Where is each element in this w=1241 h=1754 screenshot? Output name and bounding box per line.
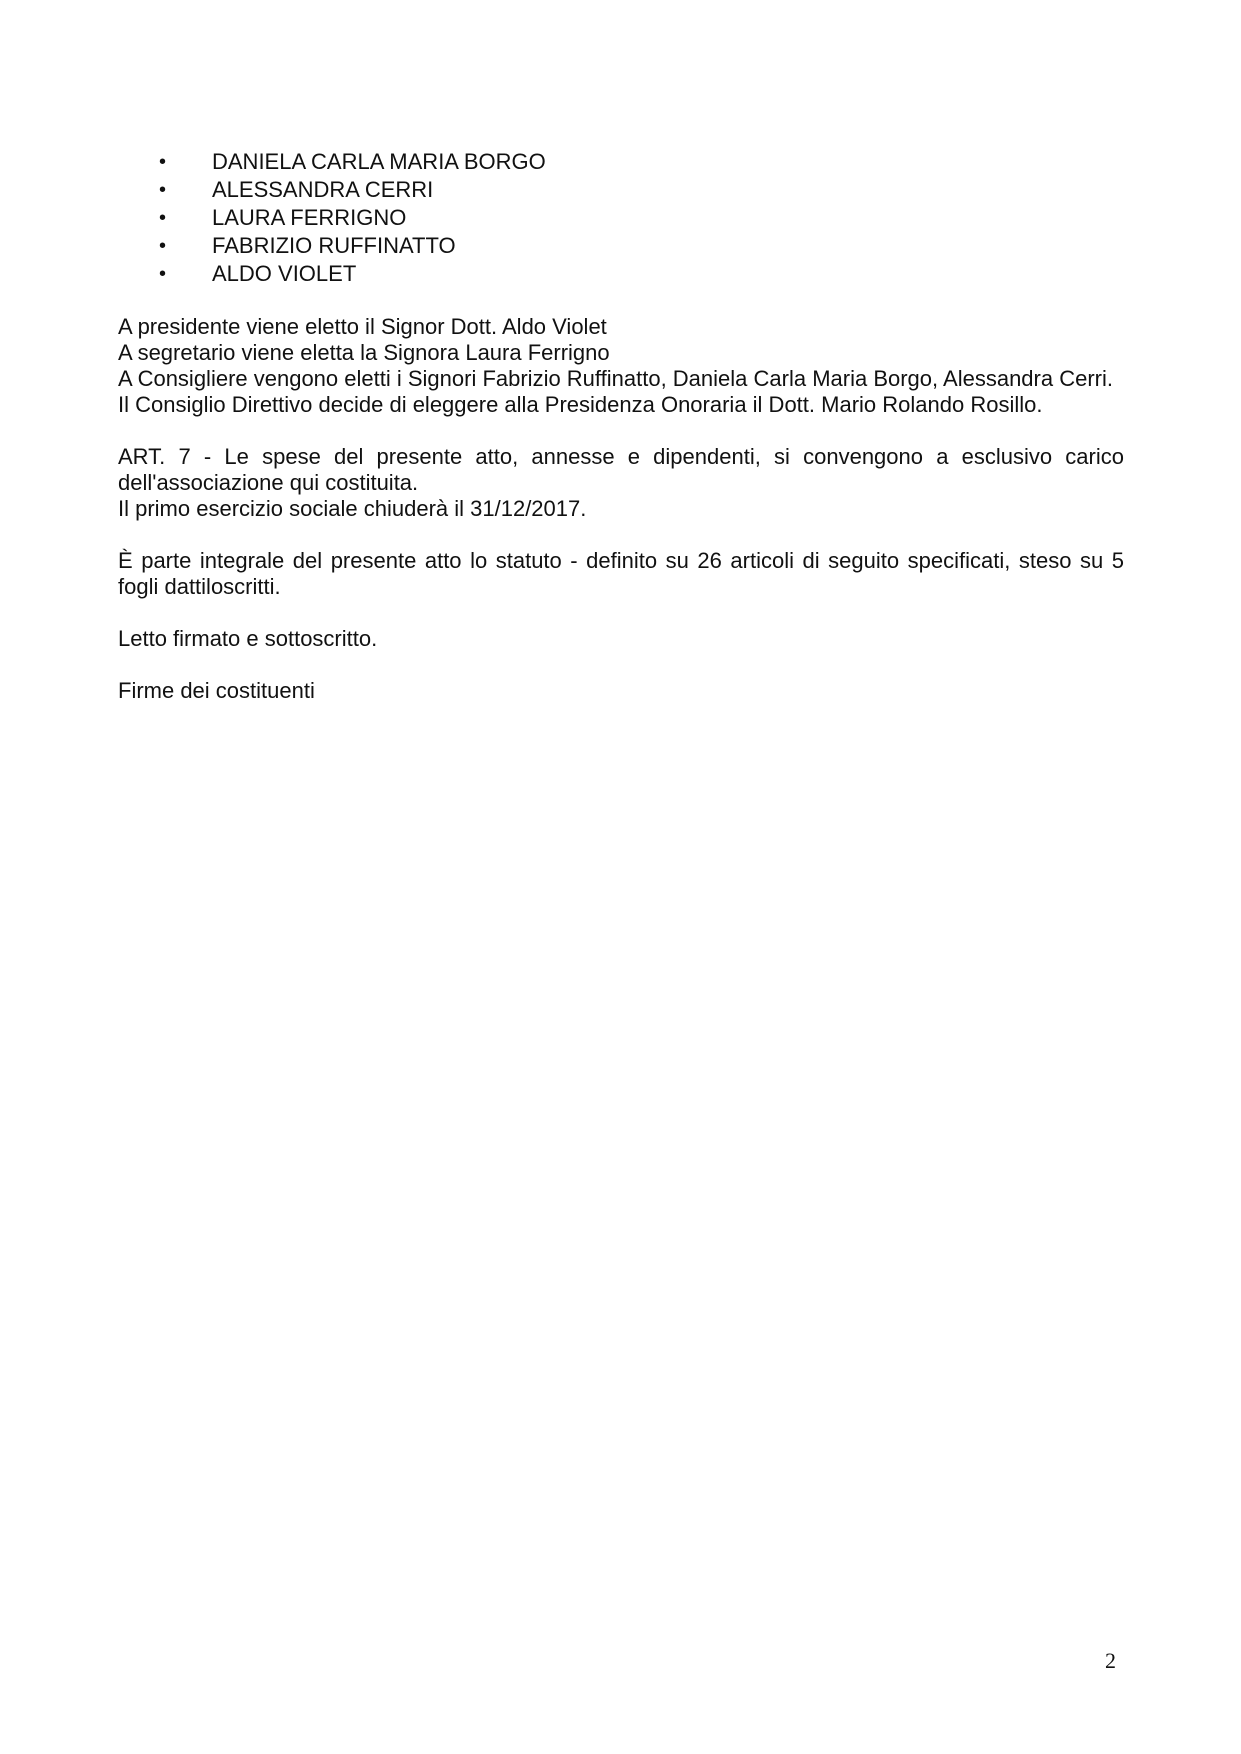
- signatures-paragraph: [118, 678, 1124, 704]
- bullet-icon: •: [159, 235, 167, 257]
- councillors-line: A Consigliere vengono eletti i Signori Fabrizio Ruffinatto, Daniela Carla Maria Borgo, Alessandra Cerri.: [118, 366, 1113, 391]
- president-line: A presidente viene eletto il Signor Dott. Aldo Violet: [118, 314, 607, 339]
- secretary-line: A segretario viene eletta la Signora Laura Ferrigno: [118, 340, 610, 365]
- honorary-president-line: Il Consiglio Direttivo decide di eleggere alla Presidenza Onoraria il Dott. Mario Rolando Rosillo.: [118, 392, 1043, 417]
- statute-paragraph: [118, 548, 1124, 600]
- first-fiscal-year-line: Il primo esercizio sociale chiuderà il 31/12/2017.: [118, 496, 587, 521]
- member-name: ALESSANDRA CERRI: [212, 177, 434, 202]
- list-item: [118, 204, 1124, 232]
- signed-paragraph: [118, 626, 1124, 652]
- member-name: ALDO VIOLET: [212, 261, 357, 286]
- bullet-icon: •: [159, 263, 167, 285]
- members-list: [118, 148, 1124, 288]
- member-name: LAURA FERRIGNO: [212, 205, 407, 230]
- article-7-text: ART. 7 - Le spese del presente atto, annesse e dipendenti, si convengono a esclusivo carico dell'associazione qui costituita.: [118, 444, 1124, 495]
- list-item: [118, 148, 1124, 176]
- bullet-icon: •: [159, 151, 167, 173]
- statute-text: È parte integrale del presente atto lo statuto - definito su 26 articoli di seguito specificati, steso su 5 fogli dattiloscritti.: [118, 548, 1124, 599]
- signatures-label: Firme dei costituenti: [118, 678, 315, 703]
- bullet-icon: •: [159, 207, 167, 229]
- bullet-icon: •: [159, 179, 167, 201]
- signed-text: Letto firmato e sottoscritto.: [118, 626, 378, 651]
- member-name: FABRIZIO RUFFINATTO: [212, 233, 456, 258]
- list-item: [118, 232, 1124, 260]
- article-7-paragraph: [118, 444, 1124, 522]
- list-item: [118, 176, 1124, 204]
- list-item: [118, 260, 1124, 288]
- page-content: [118, 148, 1124, 704]
- elections-paragraph: [118, 314, 1124, 418]
- page-number: 2: [1105, 1648, 1116, 1673]
- member-name: DANIELA CARLA MARIA BORGO: [212, 149, 546, 174]
